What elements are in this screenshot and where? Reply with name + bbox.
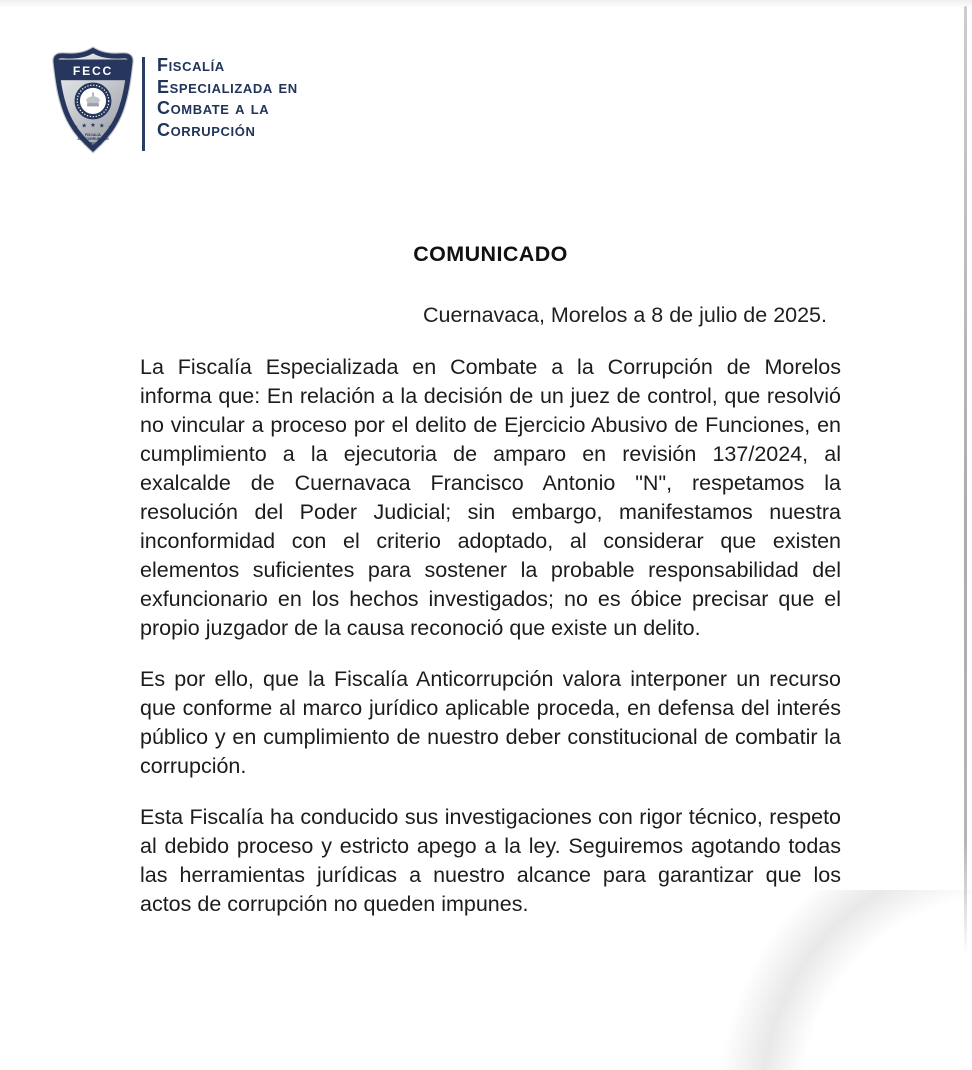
star-icon: ★: [72, 124, 79, 132]
star-icon: ★: [98, 122, 105, 130]
fecc-badge-shield-icon: [48, 44, 138, 156]
badge-caption-line: MORELOS: [84, 141, 102, 146]
document-title: COMUNICADO: [413, 242, 568, 266]
star-icon: ★: [107, 124, 114, 132]
badge-acronym-text: FECC: [72, 64, 114, 79]
star-icon: ★: [81, 122, 88, 130]
star-icon: ★: [90, 122, 96, 130]
badge-caption-line: FISCALÍA: [85, 133, 101, 137]
badge-caption-line: ANTICORRUPCIÓN: [77, 137, 109, 142]
badge-seal-banner: [87, 103, 99, 106]
body-paragraph: Es por ello, que la Fiscalía Anticorrupción valora interponer un recurso que conforme al marco jurídico aplicable proceda, en defensa del interés público y en cumplimiento de nuestro deber constitucional de combatir la corrupción.: [140, 667, 841, 778]
logo-wordmark-line: Especializada en: [157, 76, 298, 97]
logo-wordmark-line: Corrupción: [157, 119, 256, 140]
document-body: [140, 353, 841, 919]
logo-wordmark-line: Combate a la: [157, 98, 270, 118]
body-paragraph: Esta Fiscalía ha conducido sus investigaciones con rigor técnico, respeto al debido proceso y estricto apego a la ley. Seguiremos agotando todas las herramientas jurídicas a nuestro alcance para garantizar que los actos de corrupción no queden impunes.: [140, 805, 841, 916]
dateline: Cuernavaca, Morelos a 8 de julio de 2025.: [423, 303, 827, 327]
page-right-edge: [964, 6, 967, 956]
press-release-document: [140, 0, 841, 941]
body-paragraph: La Fiscalía Especializada en Combate a la Corrupción de Morelos informa que: En relación a la decisión de un juez de control, que resolvió no vincular a proceso por el delito de Ejercicio Abusivo de Funciones, en cumplimiento a la ejecutoria de amparo en revisión 137/2024, al exalcalde de Cuernavaca Francisco Antonio "N", respetamos la resolución del Poder Judicial; sin embargo, manifestamos nuestra inconformidad con el criterio adoptado, al considerar que existen elementos suficientes para sostener la probable responsabilidad del exfuncionario en los hechos investigados; no es óbice precisar que el propio juzgador de la causa reconoció que existe un delito.: [140, 355, 841, 640]
logo-wordmark-line: Fiscalía: [157, 55, 225, 75]
